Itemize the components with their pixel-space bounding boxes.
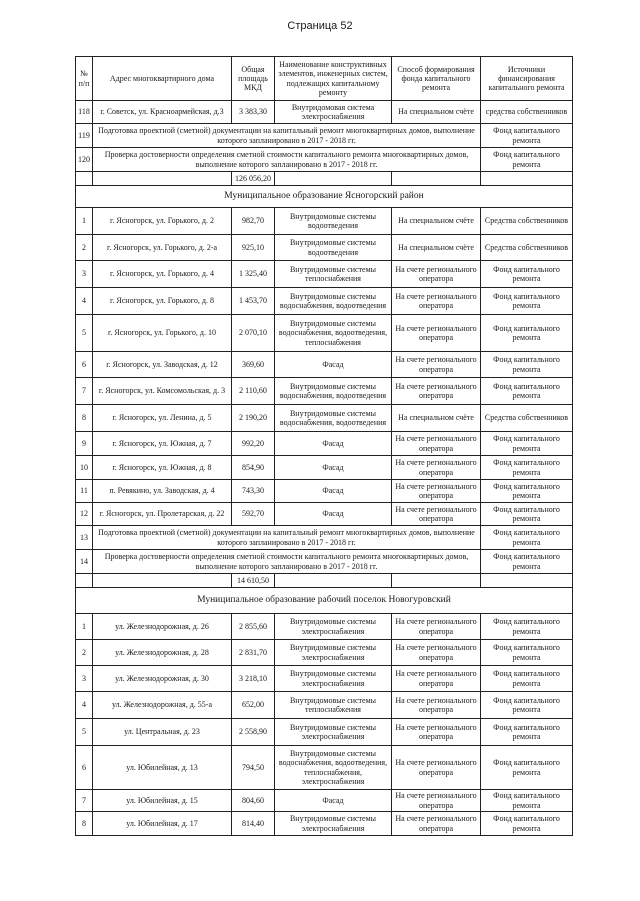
row-num: 1 — [76, 208, 93, 235]
row-source: Фонд капитального ремонта — [481, 640, 573, 666]
row-num: 5 — [76, 315, 93, 352]
table-row — [76, 315, 573, 352]
table-row — [76, 719, 573, 746]
section-heading-row — [76, 186, 573, 208]
row-method: На специальном счёте — [392, 235, 481, 261]
row-num: 10 — [76, 456, 93, 480]
row-elements: Внутридомовые системы электроснабжения — [275, 666, 392, 692]
row-address: г. Ясногорск, ул. Горького, д. 10 — [93, 315, 232, 352]
row-address: г. Советск, ул. Красноармейская, д.3 — [93, 101, 232, 124]
row-source: Фонд капитального ремонта — [481, 666, 573, 692]
row-address: ул. Юбилейная, д. 17 — [93, 812, 232, 836]
row-address: г. Ясногорск, ул. Горького, д. 2-а — [93, 235, 232, 261]
row-address: ул. Центральная, д. 23 — [93, 719, 232, 746]
row-num: 1 — [76, 614, 93, 640]
row-address: ул. Железнодорожная, д. 30 — [93, 666, 232, 692]
row-description: Проверка достоверности определения сметной стоимости капитального ремонта многоквартирных домов, выполнение которого запланировано в 2017 - 2018 гг. — [93, 550, 481, 574]
row-method: На счете регионального оператора — [392, 456, 481, 480]
row-source: Фонд капитального ремонта — [481, 352, 573, 378]
table-row — [76, 812, 573, 836]
row-elements: Внутридомовые системы электроснабжения — [275, 719, 392, 746]
row-source: Фонд капитального ремонта — [481, 288, 573, 315]
row-method: На счете регионального оператора — [392, 640, 481, 666]
row-num: 2 — [76, 235, 93, 261]
row-description: Проверка достоверности определения сметной стоимости капитального ремонта многоквартирных домов, выполнение которого запланировано в 2017 - 2018 гг. — [93, 148, 481, 172]
row-num: 6 — [76, 746, 93, 790]
row-method: На счете регионального оператора — [392, 503, 481, 526]
table-row — [76, 456, 573, 480]
row-num: 8 — [76, 405, 93, 432]
row-method: На счете регионального оператора — [392, 288, 481, 315]
row-area: 743,30 — [232, 480, 275, 503]
row-area: 1 453,70 — [232, 288, 275, 315]
row-source: Фонд капитального ремонта — [481, 480, 573, 503]
row-elements: Внутридомовые системы теплоснабжения — [275, 261, 392, 288]
table-row — [76, 550, 573, 574]
header-source: Источники финансирования капитального ремонта — [481, 57, 573, 101]
row-method: На счете регионального оператора — [392, 315, 481, 352]
table-row — [76, 526, 573, 550]
row-address: ул. Юбилейная, д. 15 — [93, 790, 232, 812]
row-description: Подготовка проектной (сметной) документации на капитальный ремонт многоквартирных домов, выполнение которого запланировано в 2017 - 2018 гг. — [93, 526, 481, 550]
row-num: 14 — [76, 550, 93, 574]
row-source: Фонд капитального ремонта — [481, 790, 573, 812]
row-source: Фонд капитального ремонта — [481, 746, 573, 790]
row-method: На специальном счёте — [392, 101, 481, 124]
repair-register-table — [75, 56, 573, 836]
row-source: Фонд капитального ремонта — [481, 261, 573, 288]
header-method: Способ формирования фонда капитального ремонта — [392, 57, 481, 101]
row-method: На счете регионального оператора — [392, 692, 481, 719]
row-address: г. Ясногорск, ул. Горького, д. 8 — [93, 288, 232, 315]
row-num: 8 — [76, 812, 93, 836]
page-header: Страница 52 — [287, 20, 353, 32]
row-address: г. Ясногорск, ул. Южная, д. 7 — [93, 432, 232, 456]
total-area: 14 610,50 — [232, 574, 275, 588]
table-row — [76, 432, 573, 456]
row-area: 592,70 — [232, 503, 275, 526]
row-num: 7 — [76, 790, 93, 812]
table-row — [76, 378, 573, 405]
row-source: Фонд капитального ремонта — [481, 719, 573, 746]
header-address: Адрес многоквартирного дома — [93, 57, 232, 101]
row-num: 13 — [76, 526, 93, 550]
table-row — [76, 666, 573, 692]
row-elements: Внутридомовые системы теплоснабжения — [275, 692, 392, 719]
row-elements: Фасад — [275, 432, 392, 456]
row-area: 369,60 — [232, 352, 275, 378]
row-area: 814,40 — [232, 812, 275, 836]
table-row — [76, 288, 573, 315]
row-elements: Внутридомовые системы водоснабжения, водоотведения — [275, 405, 392, 432]
table-row — [76, 746, 573, 790]
row-area: 982,70 — [232, 208, 275, 235]
row-num: 4 — [76, 288, 93, 315]
row-source: Фонд капитального ремонта — [481, 456, 573, 480]
row-source: Фонд капитального ремонта — [481, 526, 573, 550]
table-header-row — [76, 57, 573, 101]
row-method: На специальном счёте — [392, 405, 481, 432]
row-num: 119 — [76, 124, 93, 148]
table-row — [76, 148, 573, 172]
table-row — [76, 692, 573, 719]
row-area: 3 218,10 — [232, 666, 275, 692]
row-address: г. Ясногорск, ул. Комсомольская, д. 3 — [93, 378, 232, 405]
row-num: 9 — [76, 432, 93, 456]
row-source: Фонд капитального ремонта — [481, 503, 573, 526]
row-num: 12 — [76, 503, 93, 526]
table-row — [76, 124, 573, 148]
row-elements: Внутридомовые системы электроснабжения — [275, 614, 392, 640]
row-source: Фонд капитального ремонта — [481, 315, 573, 352]
row-area: 2 190,20 — [232, 405, 275, 432]
section-title: Муниципальное образование рабочий поселок Новогуровский — [76, 588, 573, 614]
row-address: ул. Железнодорожная, д. 28 — [93, 640, 232, 666]
row-method: На счете регионального оператора — [392, 352, 481, 378]
section-title: Муниципальное образование Ясногорский район — [76, 186, 573, 208]
row-area: 854,90 — [232, 456, 275, 480]
row-address: ул. Железнодорожная, д. 26 — [93, 614, 232, 640]
header-area: Общая площадь МКД — [232, 57, 275, 101]
row-num: 6 — [76, 352, 93, 378]
row-source: Фонд капитального ремонта — [481, 812, 573, 836]
row-elements: Фасад — [275, 503, 392, 526]
row-address: г. Ясногорск, ул. Пролетарская, д. 22 — [93, 503, 232, 526]
row-elements: Внутридомовые системы водоотведения — [275, 208, 392, 235]
row-method: На счете регионального оператора — [392, 432, 481, 456]
row-num: 4 — [76, 692, 93, 719]
row-area: 794,50 — [232, 746, 275, 790]
row-area: 1 325,40 — [232, 261, 275, 288]
row-area: 2 558,90 — [232, 719, 275, 746]
row-method: На счете регионального оператора — [392, 480, 481, 503]
row-method: На счете регионального оператора — [392, 812, 481, 836]
row-method: На счете регионального оператора — [392, 614, 481, 640]
table-row — [76, 790, 573, 812]
table-row — [76, 235, 573, 261]
table-row — [76, 503, 573, 526]
row-num: 3 — [76, 261, 93, 288]
row-area: 3 383,30 — [232, 101, 275, 124]
row-method: На счете регионального оператора — [392, 261, 481, 288]
row-area: 992,20 — [232, 432, 275, 456]
row-source: Фонд капитального ремонта — [481, 148, 573, 172]
row-method: На счете регионального оператора — [392, 719, 481, 746]
row-area: 2 110,60 — [232, 378, 275, 405]
row-source: Фонд капитального ремонта — [481, 550, 573, 574]
row-area: 925,10 — [232, 235, 275, 261]
total-row — [76, 574, 573, 588]
header-num: № п/п — [76, 57, 93, 101]
row-area: 2 855,60 — [232, 614, 275, 640]
row-elements: Внутридомовые системы водоснабжения, водоотведения — [275, 378, 392, 405]
total-area: 126 056,20 — [232, 172, 275, 186]
table-row — [76, 261, 573, 288]
row-elements: Внутридомовые системы водоснабжения, водоотведения, теплоснабжения, электроснабжения — [275, 746, 392, 790]
row-num: 120 — [76, 148, 93, 172]
row-num: 11 — [76, 480, 93, 503]
row-elements: Фасад — [275, 456, 392, 480]
row-source: средства собственников — [481, 101, 573, 124]
row-num: 5 — [76, 719, 93, 746]
table-row — [76, 640, 573, 666]
row-address: ул. Железнодорожная, д. 55-а — [93, 692, 232, 719]
row-description: Подготовка проектной (сметной) документации на капитальный ремонт многоквартирных домов, выполнение которого запланировано в 2017 - 2018 гг. — [93, 124, 481, 148]
table-row — [76, 614, 573, 640]
row-method: На счете регионального оператора — [392, 378, 481, 405]
row-area: 2 831,70 — [232, 640, 275, 666]
row-num: 2 — [76, 640, 93, 666]
row-elements: Фасад — [275, 352, 392, 378]
row-area: 2 070,10 — [232, 315, 275, 352]
row-source: Фонд капитального ремонта — [481, 692, 573, 719]
row-address: п. Ревякино, ул. Заводская, д. 4 — [93, 480, 232, 503]
row-elements: Внутридомовые системы электроснабжения — [275, 640, 392, 666]
row-address: г. Ясногорск, ул. Заводская, д. 12 — [93, 352, 232, 378]
row-elements: Внутридомовые системы водоснабжения, водоотведения, теплоснабжения — [275, 315, 392, 352]
row-method: На счете регионального оператора — [392, 790, 481, 812]
row-source: Средства собственников — [481, 405, 573, 432]
table-row — [76, 208, 573, 235]
row-num: 118 — [76, 101, 93, 124]
row-method: На счете регионального оператора — [392, 666, 481, 692]
row-elements: Фасад — [275, 480, 392, 503]
row-num: 3 — [76, 666, 93, 692]
header-elements: Наименование конструктивных элементов, инженерных систем, подлежащих капитальному ремонту — [275, 57, 392, 101]
section-heading-row — [76, 588, 573, 614]
row-elements: Внутридомовая система электроснабжения — [275, 101, 392, 124]
row-area: 652,00 — [232, 692, 275, 719]
row-address: г. Ясногорск, ул. Горького, д. 2 — [93, 208, 232, 235]
row-elements: Внутридомовые системы водоснабжения, водоотведения — [275, 288, 392, 315]
total-row — [76, 172, 573, 186]
row-source: Фонд капитального ремонта — [481, 432, 573, 456]
row-source: Средства собственников — [481, 235, 573, 261]
row-source: Фонд капитального ремонта — [481, 378, 573, 405]
row-source: Фонд капитального ремонта — [481, 614, 573, 640]
row-elements: Внутридомовые системы электроснабжения — [275, 812, 392, 836]
table-row — [76, 101, 573, 124]
row-method: На счете регионального оператора — [392, 746, 481, 790]
row-source: Средства собственников — [481, 208, 573, 235]
row-area: 804,60 — [232, 790, 275, 812]
row-address: г. Ясногорск, ул. Ленина, д. 5 — [93, 405, 232, 432]
row-source: Фонд капитального ремонта — [481, 124, 573, 148]
table-row — [76, 352, 573, 378]
row-elements: Внутридомовые системы водоотведения — [275, 235, 392, 261]
row-address: ул. Юбилейная, д. 13 — [93, 746, 232, 790]
row-num: 7 — [76, 378, 93, 405]
row-elements: Фасад — [275, 790, 392, 812]
row-method: На специальном счёте — [392, 208, 481, 235]
table-row — [76, 405, 573, 432]
row-address: г. Ясногорск, ул. Горького, д. 4 — [93, 261, 232, 288]
row-address: г. Ясногорск, ул. Южная, д. 8 — [93, 456, 232, 480]
table-row — [76, 480, 573, 503]
